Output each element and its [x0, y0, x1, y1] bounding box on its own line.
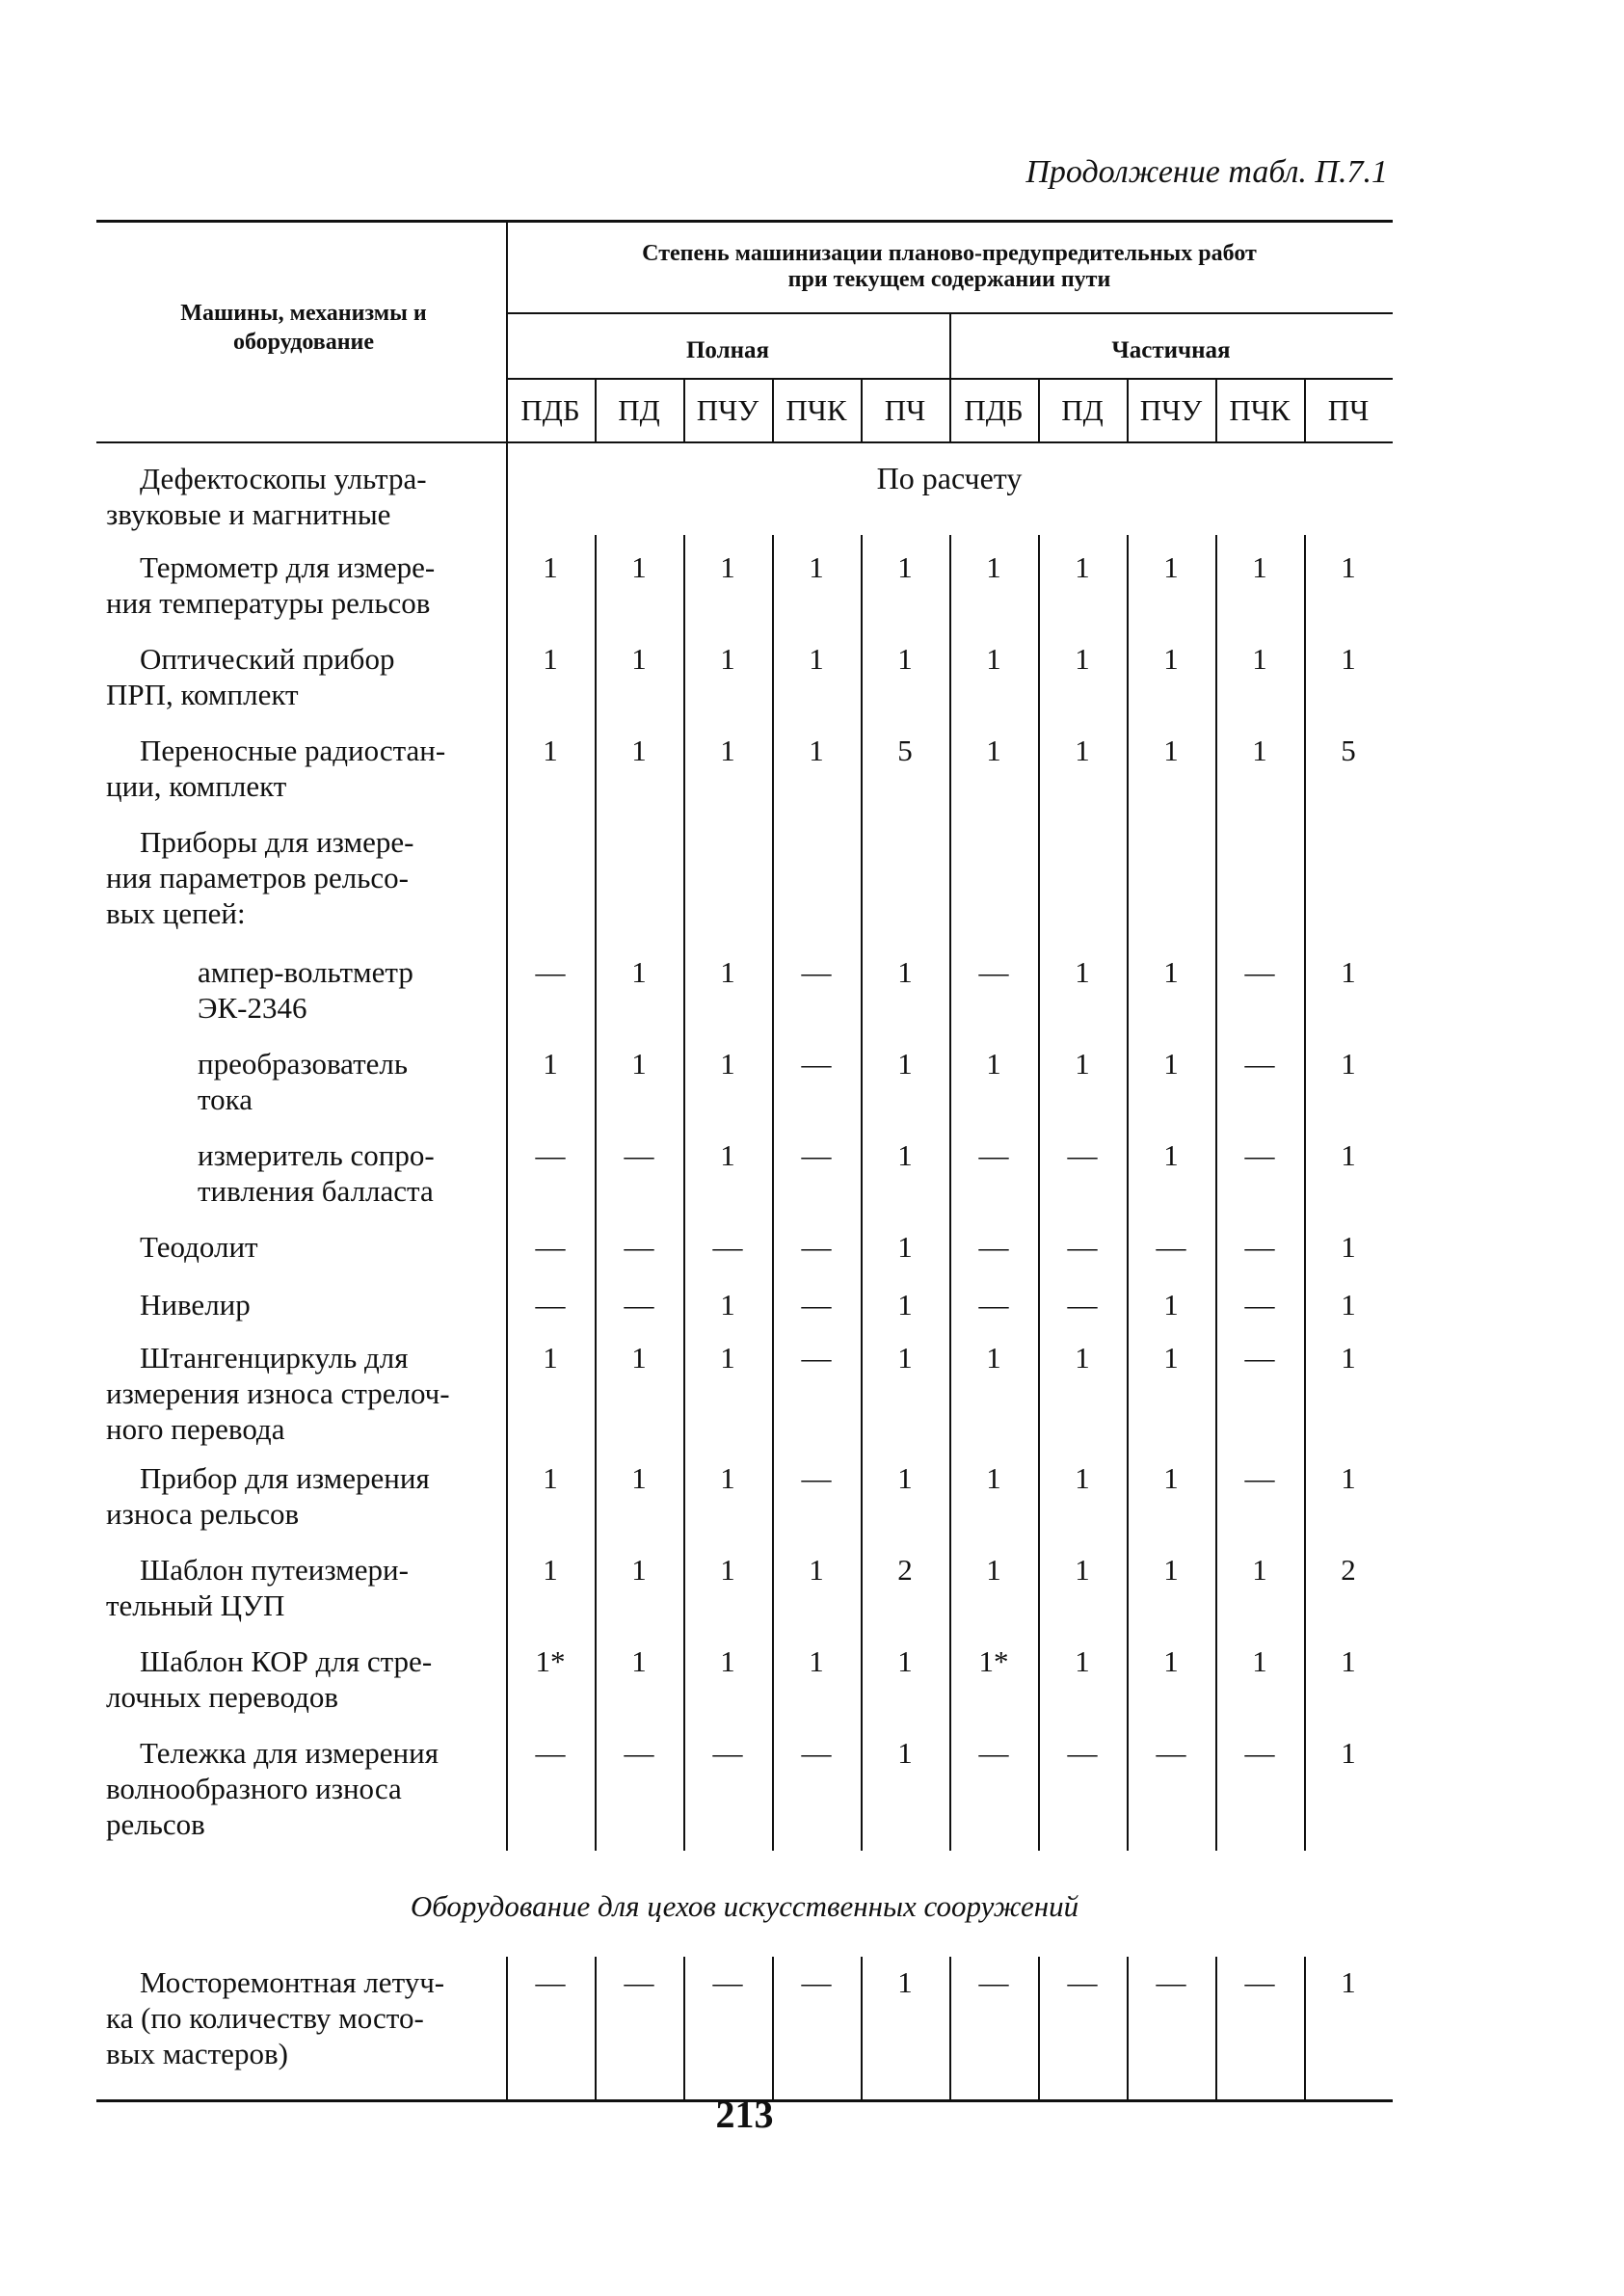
- table-cell: 1: [1075, 1644, 1090, 1678]
- column-header: ПД: [1061, 393, 1104, 427]
- row-label-line: ка (по количеству мосто-: [106, 2001, 424, 2035]
- table-cell: —: [978, 1230, 1009, 1264]
- row-label: [198, 954, 501, 1026]
- table-cell: 5: [1341, 734, 1356, 767]
- table-cell: 1: [1163, 1138, 1179, 1172]
- table-cell: —: [978, 1138, 1009, 1172]
- table-cell: 1: [1075, 550, 1090, 584]
- row-label: [106, 641, 501, 712]
- table-cell: 1: [1341, 642, 1356, 676]
- table-cell: 2: [1341, 1553, 1356, 1587]
- table-cell: 1: [631, 1553, 647, 1587]
- row-label: [106, 1643, 501, 1715]
- table-cell: —: [535, 955, 566, 989]
- table-cell: 1: [1341, 1047, 1356, 1081]
- row-label-line: Переносные радиостан-: [140, 734, 446, 767]
- table-cell: 1: [1163, 1553, 1179, 1587]
- table-cell: 1: [986, 1553, 1001, 1587]
- row-label: [106, 824, 501, 931]
- table-cell: 1: [986, 1341, 1001, 1375]
- table-cell: —: [1067, 1230, 1098, 1264]
- table-cell: —: [978, 1736, 1009, 1770]
- table-top-rule: [96, 220, 1393, 223]
- table-cell: 1: [543, 1461, 558, 1495]
- table-cell: —: [1067, 1736, 1098, 1770]
- table-cell: 1: [1341, 1644, 1356, 1678]
- table-cell: —: [1156, 1736, 1186, 1770]
- row-label-line: ПРП, комплект: [106, 678, 299, 711]
- row-label-line: тельный ЦУП: [106, 1589, 285, 1622]
- table-cell: 1: [1163, 550, 1179, 584]
- row-label-line: Термометр для измере-: [140, 550, 436, 584]
- table-cell: 1: [1163, 955, 1179, 989]
- table-cell: 1: [1341, 1230, 1356, 1264]
- table-cell: 1: [1075, 1461, 1090, 1495]
- table-cell: 1: [720, 550, 735, 584]
- table-cell: —: [801, 1288, 832, 1322]
- table-cell: 1: [1163, 1047, 1179, 1081]
- table-cell: 1: [631, 1047, 647, 1081]
- header-column-divider: [683, 378, 685, 443]
- table-cell: —: [1244, 1965, 1275, 1999]
- table-cell: 1: [1075, 1047, 1090, 1081]
- row-label-line: преобразователь: [198, 1047, 409, 1081]
- table-cell: 1: [809, 1553, 824, 1587]
- table-cell: —: [1244, 1138, 1275, 1172]
- table-cell: —: [801, 1965, 832, 1999]
- table-cell: 1: [1075, 955, 1090, 989]
- row-label-line: Тележка для измерения: [140, 1736, 439, 1770]
- table-cell: 1: [809, 734, 824, 767]
- table-cell: 1: [1163, 1461, 1179, 1495]
- table-cell: 1: [897, 1138, 913, 1172]
- table-cell: 1: [986, 1047, 1001, 1081]
- table-cell: 1: [720, 1138, 735, 1172]
- row-label-line: измерения износа стрелоч-: [106, 1376, 450, 1410]
- table-cell: —: [978, 1965, 1009, 1999]
- table-cell: —: [712, 1736, 743, 1770]
- table-cell: 1: [720, 955, 735, 989]
- table-cell: —: [1067, 1288, 1098, 1322]
- table-caption: Продолжение табл. П.7.1: [1025, 154, 1388, 190]
- column-header: ПЧ: [884, 393, 926, 427]
- table-cell: —: [535, 1736, 566, 1770]
- row-label-line: Дефектоскопы ультра-: [140, 462, 427, 495]
- table-cell: —: [1244, 1288, 1275, 1322]
- table-cell: 1: [809, 550, 824, 584]
- row-label: [106, 461, 501, 532]
- row-label: [198, 1046, 501, 1117]
- header-column-divider: [1127, 378, 1129, 443]
- table-cell: —: [1156, 1230, 1186, 1264]
- table-cell: 1: [1252, 550, 1267, 584]
- table-cell: 1: [986, 550, 1001, 584]
- row-label: [106, 1229, 501, 1265]
- table-cell: 1: [720, 642, 735, 676]
- table-cell: —: [624, 1138, 654, 1172]
- column-header: ПД: [618, 393, 660, 427]
- row-label: [106, 549, 501, 621]
- table-cell: —: [624, 1736, 654, 1770]
- row-label-line: измеритель сопро-: [198, 1138, 435, 1172]
- table-cell: 1: [543, 1047, 558, 1081]
- table-cell: 1*: [978, 1644, 1009, 1678]
- table-cell: 1: [1163, 642, 1179, 676]
- table-cell: —: [1244, 1230, 1275, 1264]
- table-cell: 1: [720, 1341, 735, 1375]
- row-label-line: Шаблон путеизмери-: [140, 1553, 409, 1587]
- first-column-header: Машины, механизмы и оборудование: [180, 301, 427, 355]
- header-column-divider: [1215, 378, 1217, 443]
- table-cell: —: [535, 1965, 566, 1999]
- row-label-line: звуковые и магнитные: [106, 497, 391, 531]
- table-cell: 1: [1341, 955, 1356, 989]
- row-label-line: лочных переводов: [106, 1680, 338, 1714]
- table-cell: 1: [631, 642, 647, 676]
- table-cell: 1: [1252, 1553, 1267, 1587]
- column-header: ПЧУ: [1139, 393, 1203, 427]
- table-cell: 1: [631, 734, 647, 767]
- table-cell: 1: [720, 1644, 735, 1678]
- row-label-line: вых мастеров): [106, 2037, 288, 2070]
- table-cell: 1: [543, 734, 558, 767]
- table-cell: 1: [897, 1965, 913, 1999]
- table-cell: 1: [897, 642, 913, 676]
- table-cell: 1: [1075, 734, 1090, 767]
- table-cell: —: [801, 1461, 832, 1495]
- table-cell: 1: [631, 1644, 647, 1678]
- header-column-divider: [772, 378, 774, 443]
- table-cell: —: [1244, 1736, 1275, 1770]
- row-label-line: Прибор для измерения: [140, 1461, 430, 1495]
- table-cell: —: [1067, 1138, 1098, 1172]
- row-label-line: Приборы для измере-: [140, 825, 414, 859]
- column-header: ПДБ: [964, 393, 1024, 427]
- table-cell: 1: [897, 1736, 913, 1770]
- row-label: [106, 1964, 501, 2071]
- header-column-divider: [1038, 378, 1040, 443]
- table-cell: —: [801, 1138, 832, 1172]
- table-cell: 1: [897, 1230, 913, 1264]
- table-cell: —: [535, 1230, 566, 1264]
- table-cell: —: [1067, 1965, 1098, 1999]
- row-label-line: вых цепей:: [106, 896, 246, 930]
- table-cell: 1: [720, 1288, 735, 1322]
- table-cell: 1: [1075, 642, 1090, 676]
- table-cell: —: [712, 1965, 743, 1999]
- table-cell: —: [535, 1138, 566, 1172]
- table-cell: —: [624, 1288, 654, 1322]
- table-cell: 5: [897, 734, 913, 767]
- row-label-line: Нивелир: [140, 1288, 251, 1322]
- table-cell: 1: [1341, 1288, 1356, 1322]
- table-cell: 1: [1341, 1965, 1356, 1999]
- table-cell: 1: [897, 1461, 913, 1495]
- table-cell: 1: [986, 642, 1001, 676]
- table-cell: 1: [631, 1461, 647, 1495]
- table-cell: 1: [897, 1047, 913, 1081]
- table-cell: 1: [897, 1341, 913, 1375]
- table-cell: 1: [897, 1644, 913, 1678]
- table-cell: 1: [1341, 550, 1356, 584]
- row-label: [106, 733, 501, 804]
- table-cell: —: [1244, 955, 1275, 989]
- column-header: ПЧК: [785, 393, 847, 427]
- table-cell: 1: [1163, 1288, 1179, 1322]
- partial-group-header: Частичная: [1111, 337, 1231, 363]
- header-column-divider: [595, 378, 597, 443]
- table-cell: 1: [809, 642, 824, 676]
- row-label-line: тивления балласта: [198, 1174, 434, 1208]
- table-cell: 1: [986, 1461, 1001, 1495]
- row-label-line: Оптический прибор: [140, 642, 395, 676]
- row-label-line: ЭК-2346: [198, 991, 307, 1025]
- table-cell: 1: [897, 955, 913, 989]
- table-cell: 1: [1163, 1341, 1179, 1375]
- row-label-line: ции, комплект: [106, 769, 287, 803]
- row-label-line: ного перевода: [106, 1412, 285, 1446]
- table-cell: 1: [809, 1644, 824, 1678]
- page-number: 213: [715, 2093, 774, 2136]
- column-header: ПЧУ: [696, 393, 759, 427]
- row-label-line: тока: [198, 1082, 253, 1116]
- mechanization-degree-header: Степень машинизации планово-предупредительных работ при текущем содержании пути: [642, 241, 1257, 292]
- row-label-line: ампер-вольтметр: [198, 955, 413, 989]
- table-cell: 1: [1252, 642, 1267, 676]
- row-label-line: Шаблон КОР для стре-: [140, 1644, 433, 1678]
- table-cell: —: [624, 1965, 654, 1999]
- column-header: ПЧК: [1229, 393, 1291, 427]
- table-cell: —: [801, 1047, 832, 1081]
- row-label-line: износа рельсов: [106, 1497, 300, 1531]
- row-label-line: Штангенциркуль для: [140, 1341, 409, 1375]
- header-column-divider: [1304, 378, 1306, 443]
- table-cell: 1: [631, 1341, 647, 1375]
- table-cell: —: [1244, 1047, 1275, 1081]
- table-cell: —: [624, 1230, 654, 1264]
- table-cell: 1: [1252, 1644, 1267, 1678]
- table-cell: 1: [1252, 734, 1267, 767]
- row-label: [106, 1460, 501, 1532]
- table-cell: 1*: [535, 1644, 566, 1678]
- table-cell: —: [1156, 1965, 1186, 1999]
- row-label-line: Мосторемонтная летуч-: [140, 1965, 445, 1999]
- table-cell: 1: [1341, 1341, 1356, 1375]
- table-cell: 1: [1341, 1461, 1356, 1495]
- table-cell: 1: [543, 1341, 558, 1375]
- table-cell: 1: [720, 734, 735, 767]
- table-cell: 1: [720, 1553, 735, 1587]
- row-label: [106, 1340, 501, 1447]
- by-calculation-note: По расчету: [876, 461, 1023, 495]
- column-header: ПЧ: [1327, 393, 1370, 427]
- table-cell: —: [978, 955, 1009, 989]
- table-cell: —: [978, 1288, 1009, 1322]
- table-cell: 1: [543, 642, 558, 676]
- row-label: [106, 1735, 501, 1842]
- header-column-divider: [861, 378, 863, 443]
- table-cell: 1: [543, 1553, 558, 1587]
- row-label-line: ния параметров рельсо-: [106, 861, 409, 894]
- row-label-line: рельсов: [106, 1807, 205, 1841]
- table-cell: —: [535, 1288, 566, 1322]
- table-cell: 2: [897, 1553, 913, 1587]
- table-cell: 1: [897, 1288, 913, 1322]
- table-cell: 1: [1341, 1736, 1356, 1770]
- row-label: [106, 1287, 501, 1322]
- header-bottom-rule: [96, 441, 1393, 443]
- table-cell: —: [801, 1341, 832, 1375]
- table-cell: —: [801, 1736, 832, 1770]
- table-cell: 1: [720, 1461, 735, 1495]
- column-header: ПДБ: [520, 393, 580, 427]
- table-cell: 1: [1163, 1644, 1179, 1678]
- table-cell: 1: [631, 955, 647, 989]
- table-cell: 1: [1075, 1553, 1090, 1587]
- row-label-line: волнообразного износа: [106, 1772, 402, 1805]
- table-cell: 1: [1341, 1138, 1356, 1172]
- header-column-divider: [949, 378, 951, 443]
- table-cell: —: [1244, 1341, 1275, 1375]
- table-cell: 1: [631, 550, 647, 584]
- full-group-header: Полная: [685, 337, 770, 363]
- section-title: Оборудование для цехов искусственных сооружений: [410, 1889, 1079, 1923]
- table-cell: —: [801, 1230, 832, 1264]
- table-cell: 1: [543, 550, 558, 584]
- row-label-line: ния температуры рельсов: [106, 586, 431, 620]
- row-label-line: Теодолит: [140, 1230, 258, 1264]
- table-cell: 1: [897, 550, 913, 584]
- table-cell: 1: [720, 1047, 735, 1081]
- row-label: [106, 1552, 501, 1623]
- table-cell: —: [801, 955, 832, 989]
- row-label: [198, 1137, 501, 1209]
- table-cell: —: [1244, 1461, 1275, 1495]
- table-cell: —: [712, 1230, 743, 1264]
- table-cell: 1: [1163, 734, 1179, 767]
- table-cell: 1: [1075, 1341, 1090, 1375]
- table-cell: 1: [986, 734, 1001, 767]
